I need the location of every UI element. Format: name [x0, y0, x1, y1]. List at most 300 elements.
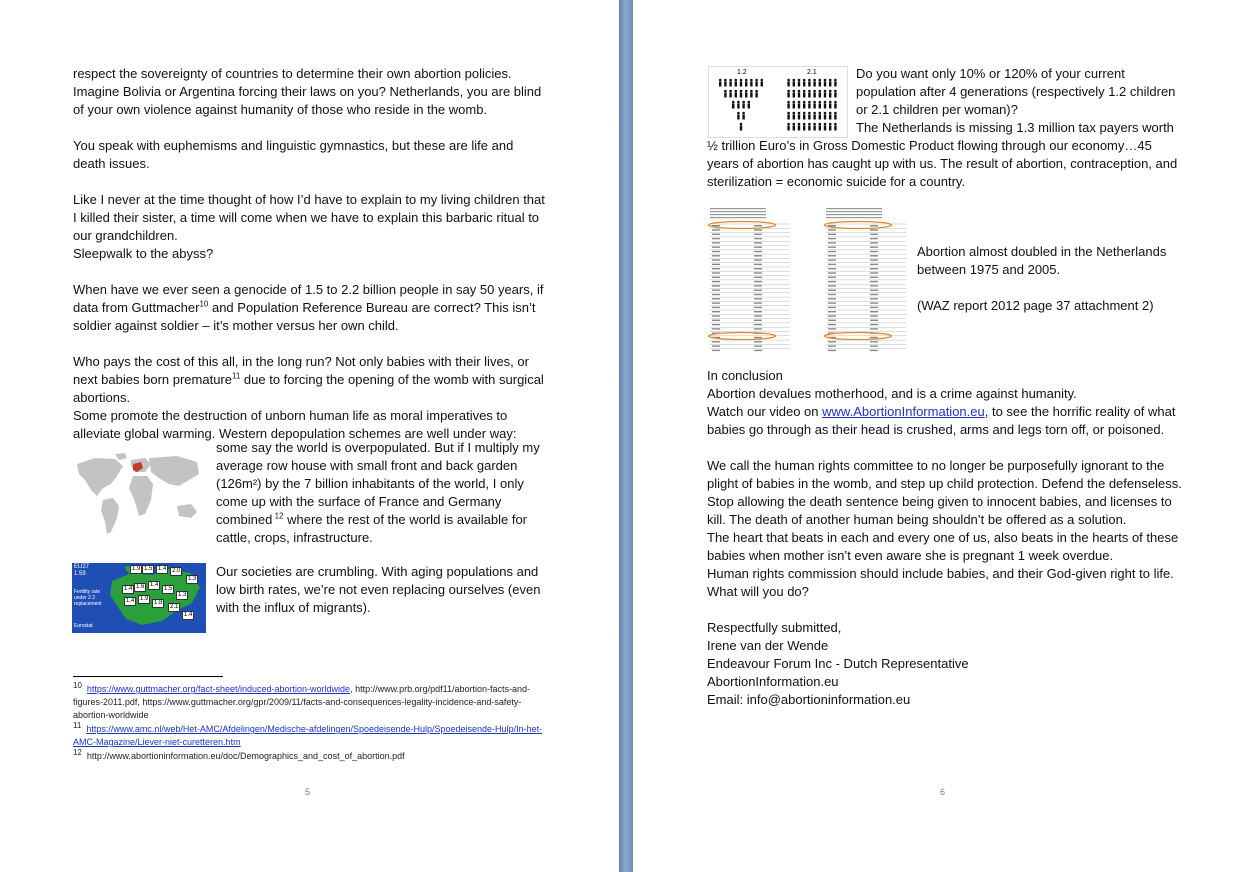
table-cell	[828, 264, 836, 265]
page-number: 5	[305, 787, 311, 797]
person-icon	[740, 93, 742, 98]
table-cell	[870, 307, 878, 308]
person-icon	[719, 82, 721, 87]
person-icon	[737, 104, 739, 109]
table-cell	[712, 285, 720, 286]
person-icon	[787, 79, 790, 82]
person-icon	[742, 101, 745, 104]
table-cell	[828, 350, 836, 351]
paragraph: Our societies are crumbling. With aging populations and low birth rates, we’re not even replacing ourselves (even with the influx of migrants).	[216, 564, 541, 615]
table-cell	[828, 294, 836, 295]
person-icon	[834, 101, 837, 104]
table-cell	[828, 238, 836, 239]
person-icon	[829, 104, 831, 109]
waz-report-table-image	[708, 206, 908, 353]
table-caption-line	[826, 211, 882, 212]
person-icon	[803, 90, 806, 93]
person-icon	[803, 104, 805, 109]
person-icon	[824, 79, 827, 82]
table-cell	[712, 324, 720, 325]
table-cell	[870, 277, 878, 278]
fertility-badge: 1.9	[140, 596, 149, 602]
table-cell	[870, 320, 878, 321]
table-cell	[828, 242, 836, 243]
person-icon	[761, 79, 764, 82]
table-cell	[754, 251, 762, 252]
table-cell	[754, 315, 762, 316]
person-icon	[813, 104, 815, 109]
person-icon	[729, 79, 732, 82]
person-icon	[735, 79, 738, 82]
table-cell	[870, 281, 878, 282]
fertility-badge: 1.3	[178, 592, 187, 598]
table-cell	[870, 264, 878, 265]
person-icon	[824, 101, 827, 104]
table-cell	[712, 281, 720, 282]
world-map-image	[73, 450, 206, 540]
person-icon	[834, 90, 837, 93]
author-name: Irene van der Wende	[707, 638, 829, 653]
table-cell	[754, 341, 762, 342]
table-cell	[712, 264, 720, 265]
table-cell	[754, 294, 762, 295]
person-icon	[808, 101, 811, 104]
paragraph: Watch our video on www.AbortionInformation.eu, to see the horrific reality of what babies go through as their head is crushed, arms and legs torn off, or poisoned.	[707, 404, 1176, 437]
paragraph: Stop allowing the death sentence being given to innocent babies, and licenses to kill. The death of another human being shouldn’t be offered as a solution.	[707, 494, 1172, 527]
table-cell	[870, 337, 878, 338]
person-icon	[745, 93, 747, 98]
table-caption-line	[710, 211, 766, 212]
fertility-badge: 1.9	[132, 566, 141, 572]
person-icon	[798, 104, 800, 109]
table-cell	[870, 225, 878, 226]
paragraph: respect the sovereignty of countries to determine their own abortion policies. Imagine Bolivia or Argentina forcing their laws on you? Netherlands, you are blind of your own violence against humanity of those who reside in the womb.	[73, 66, 542, 117]
table-cell	[828, 290, 836, 291]
table-cell	[754, 229, 762, 230]
table-cell	[870, 315, 878, 316]
fertility-badge: 1.4	[124, 586, 133, 592]
left-text-bottom	[216, 563, 548, 617]
table-cell	[712, 259, 720, 260]
paragraph: What will you do?	[707, 584, 809, 599]
table-cell	[754, 311, 762, 312]
table-cell	[754, 272, 762, 273]
person-icon	[787, 82, 789, 87]
person-icon	[755, 82, 757, 87]
person-icon	[793, 104, 795, 109]
table-cell	[870, 229, 878, 230]
person-icon	[834, 104, 836, 109]
page-5	[0, 0, 619, 872]
person-icon	[819, 101, 822, 104]
table-cell	[754, 324, 762, 325]
table-cell	[712, 242, 720, 243]
person-icon	[803, 82, 805, 87]
person-icon	[813, 82, 815, 87]
paragraph: Human rights commission should include babies, and their God-given right to life.	[707, 566, 1174, 581]
person-icon	[819, 82, 821, 87]
right-text-2	[707, 367, 1183, 709]
left-text-wrap	[216, 439, 546, 547]
table-cell	[828, 285, 836, 286]
person-icon	[719, 79, 722, 82]
person-icon	[808, 82, 810, 87]
person-icon	[787, 101, 790, 104]
person-icon	[793, 93, 795, 98]
table-cell	[828, 324, 836, 325]
author-site: AbortionInformation.eu	[707, 674, 839, 689]
table-cell	[828, 225, 836, 226]
table-cell	[712, 290, 720, 291]
person-icon	[808, 93, 810, 98]
table-cell	[870, 350, 878, 351]
person-icon	[798, 112, 801, 115]
person-icon	[742, 112, 745, 115]
person-icon	[813, 79, 816, 82]
paragraph: (WAZ report 2012 page 37 attachment 2)	[917, 298, 1154, 313]
table-cell	[712, 350, 720, 351]
table-cell	[828, 315, 836, 316]
table-cell	[712, 247, 720, 248]
fertility-badge: 1.5	[164, 586, 173, 592]
table-cell	[828, 341, 836, 342]
table-cell	[712, 225, 720, 226]
person-icon	[724, 82, 726, 87]
person-icon	[819, 90, 822, 93]
table-cell	[754, 247, 762, 248]
person-icon	[829, 82, 831, 87]
person-icon	[798, 101, 801, 104]
person-icon	[724, 79, 727, 82]
table-cell	[828, 298, 836, 299]
person-icon	[803, 101, 806, 104]
person-icon	[824, 82, 826, 87]
fertility-badge: 1.4	[184, 612, 193, 618]
paragraph: When have we ever seen a genocide of 1.5 to 2.2 billion people in say 50 years, if data from Guttmacher$^{10}$ and Population Reference Bureau are correct? This isn’t soldier against soldier – it’s mother versus her own child.	[73, 282, 544, 333]
footnote: $^{10}$ https://www.guttmacher.org/fact-sheet/induced-abortion-worldwide, http://www.prb.org/pdf11/abortion-facts-and-figures-2011.pdf, https://www.guttmacher.org/gpr/2009/11/facts-and-consequences-legality-incidence-and-safety-abortion-worldwide	[73, 681, 530, 720]
table-cell	[754, 225, 762, 226]
table-cell	[754, 259, 762, 260]
right-text-1	[707, 119, 1183, 191]
person-icon	[813, 90, 816, 93]
person-icon	[808, 90, 811, 93]
person-icon	[829, 93, 831, 98]
person-icon	[729, 82, 731, 87]
paragraph: Like I never at the time thought of how I’d have to explain to my living children that I killed their sister, a time will come when we have to explain this barbaric ritual to our grandchildren.	[73, 192, 545, 243]
table-cell	[712, 320, 720, 321]
table-cell	[870, 324, 878, 325]
table-cell	[828, 277, 836, 278]
person-icon	[740, 82, 742, 87]
person-icon	[829, 101, 832, 104]
table-cell	[828, 268, 836, 269]
source-label: Eurostat	[74, 623, 93, 629]
person-icon	[745, 79, 748, 82]
person-icon	[740, 90, 743, 93]
person-icon	[729, 93, 731, 98]
left-text-top	[73, 65, 548, 443]
table-cell	[712, 315, 720, 316]
person-icon	[793, 82, 795, 87]
table-cell	[712, 298, 720, 299]
table-cell	[870, 234, 878, 235]
person-icon	[808, 112, 811, 115]
person-icon	[803, 112, 806, 115]
table-cell	[712, 272, 720, 273]
table-cell	[712, 328, 720, 329]
right-text-wrap1	[856, 65, 1186, 119]
footnote-ref[interactable]: 12	[272, 511, 284, 521]
table-cell	[754, 328, 762, 329]
table-cell	[754, 307, 762, 308]
table-cell	[828, 311, 836, 312]
table-caption-line	[826, 214, 882, 215]
person-icon	[745, 90, 748, 93]
person-icon	[748, 104, 750, 109]
page-number: 6	[940, 787, 946, 797]
footnote: $^{12}$ http://www.abortioninformation.eu/doc/Demographics_and_cost_of_abortion.pdf	[73, 748, 405, 761]
paragraph: The heart that beats in each and every one of us, also beats in the hearts of these babies when mother isn’t even aware she is pregnant 1 week overdue.	[707, 530, 1179, 563]
paragraph: Abortion devalues motherhood, and is a crime against humanity.	[707, 386, 1077, 401]
table-cell	[754, 285, 762, 286]
footnote-separator	[73, 676, 223, 677]
person-icon	[750, 90, 753, 93]
fertility-caption: Fertility rate under 2.2 replacement	[74, 589, 102, 607]
table-cell	[828, 234, 836, 235]
table-cell	[870, 238, 878, 239]
person-icon	[819, 104, 821, 109]
person-icon	[808, 104, 810, 109]
footnote-ref[interactable]: 11	[231, 371, 241, 381]
table-cell	[828, 307, 836, 308]
paragraph: Sleepwalk to the abyss?	[73, 246, 214, 261]
person-icon	[748, 101, 751, 104]
footnote-link[interactable]: https://www.guttmacher.org/fact-sheet/induced-abortion-worldwide	[86, 684, 351, 694]
person-icon	[834, 79, 837, 82]
table-cell	[870, 311, 878, 312]
person-icon	[808, 79, 811, 82]
paragraph: Some promote the destruction of unborn human life as moral imperatives to alleviate global warming. Western depopulation schemes are well under way:	[73, 408, 517, 441]
person-icon	[813, 101, 816, 104]
table-cell	[870, 345, 878, 346]
person-icon	[793, 90, 796, 93]
paragraph: Who pays the cost of this all, in the long run? Not only babies with their lives, or next babies born premature$^{11}$ due to forcing the opening of the womb with surgical abortions.	[73, 354, 544, 405]
table-cell	[828, 302, 836, 303]
person-icon	[737, 101, 740, 104]
person-icon	[724, 93, 726, 98]
page-gap	[619, 0, 633, 872]
fertility-badge: 1.5	[144, 566, 153, 572]
person-icon	[824, 93, 826, 98]
website-link[interactable]: www.AbortionInformation.eu	[822, 404, 985, 419]
fertility-map-image: EU27 1.59 Fertility rate under 2.2 replacement Eurostat 1.9 1.5 1.4 2.0 1.3 1.4 1.6 1.4 1.5 1.3 1.4 1.9 1.8 2.1 1.4	[72, 563, 206, 633]
table-cell	[712, 277, 720, 278]
person-icon	[737, 112, 740, 115]
table-cell	[870, 242, 878, 243]
page-6	[633, 0, 1250, 872]
person-icon	[834, 93, 836, 98]
table-cell	[828, 255, 836, 256]
table-cell	[712, 302, 720, 303]
table-cell	[870, 272, 878, 273]
author-org: Endeavour Forum Inc - Dutch Representative	[707, 656, 969, 671]
person-icon	[798, 93, 800, 98]
person-icon	[742, 104, 744, 109]
person-icon	[829, 79, 832, 82]
table-cell	[870, 294, 878, 295]
person-icon	[819, 93, 821, 98]
table-cell	[712, 251, 720, 252]
person-icon	[798, 79, 801, 82]
fertility-badge: 1.4	[126, 598, 135, 604]
table-cell	[828, 251, 836, 252]
fertility-badge: 2.1	[170, 604, 179, 610]
table-cell	[870, 341, 878, 342]
table-cell	[712, 294, 720, 295]
right-text-wrap2	[917, 243, 1187, 315]
table-cell	[870, 290, 878, 291]
person-icon	[745, 82, 747, 87]
table-cell	[754, 290, 762, 291]
table-cell	[754, 234, 762, 235]
table-cell	[754, 268, 762, 269]
table-cell	[712, 238, 720, 239]
person-icon	[824, 90, 827, 93]
table-cell	[828, 272, 836, 273]
table-caption-line	[710, 214, 766, 215]
person-icon	[735, 93, 737, 98]
person-icon	[813, 93, 815, 98]
table-cell	[870, 328, 878, 329]
footnote-link[interactable]: https://www.amc.nl/web/Het-AMC/Afdelingen/Medische-afdelingen/Spoedeisende-Hulp/Spoedeisende-Hulp/In-het-AMC-Magazine/Liever-niet-curetteren.htm	[73, 724, 543, 747]
person-icon	[729, 90, 732, 93]
fertility-badge: 1.6	[136, 584, 145, 590]
table-cell	[870, 302, 878, 303]
fertility-badge: 1.4	[150, 582, 159, 588]
table-cell	[870, 251, 878, 252]
person-icon	[740, 79, 743, 82]
person-icon	[829, 112, 832, 115]
fertility-badge: 1.8	[154, 600, 163, 606]
person-icon	[755, 79, 758, 82]
person-icon	[755, 90, 758, 93]
table-cell	[712, 341, 720, 342]
paragraph: The Netherlands is missing 1.3 million tax payers worth ½ trillion Euro’s in Gross Domestic Product flowing through our economy…45 years of abortion has caught up with us. The result of abortion, contraception, and sterilization = economic suicide for a country.	[707, 120, 1178, 189]
person-icon	[735, 90, 738, 93]
person-icon	[787, 93, 789, 98]
table-cell	[828, 247, 836, 248]
table-cell	[754, 345, 762, 346]
person-icon	[750, 93, 752, 98]
table-cell	[754, 320, 762, 321]
table-caption-line	[710, 208, 766, 209]
table-cell	[828, 320, 836, 321]
table-cell	[712, 268, 720, 269]
table-caption-line	[826, 208, 882, 209]
paragraph: You speak with euphemisms and linguistic gymnastics, but these are life and death issues.	[73, 138, 514, 171]
population-graphic: 1.2 2.1	[708, 66, 848, 138]
person-icon	[824, 104, 826, 109]
table-cell	[870, 268, 878, 269]
person-icon	[819, 112, 822, 115]
person-icon	[819, 79, 822, 82]
table-cell	[828, 328, 836, 329]
table-cell	[712, 345, 720, 346]
person-icon	[793, 112, 796, 115]
table-cell	[828, 345, 836, 346]
table-cell	[712, 229, 720, 230]
footnote: $^{11}$ https://www.amc.nl/web/Het-AMC/Afdelingen/Medische-afdelingen/Spoedeisende-Hulp/Spoedeisende-Hulp/In-het-AMC-Magazine/Liever-niet-curetteren.htm	[73, 721, 543, 747]
table-cell	[754, 337, 762, 338]
person-icon	[750, 79, 753, 82]
table-cell	[712, 307, 720, 308]
person-icon	[793, 79, 796, 82]
fertility-badge: 1.3	[188, 576, 197, 582]
person-icon	[798, 82, 800, 87]
table-cell	[754, 302, 762, 303]
table-cell	[828, 229, 836, 230]
table-cell	[754, 238, 762, 239]
person-icon	[750, 82, 752, 87]
table-cell	[754, 255, 762, 256]
person-icon	[824, 112, 827, 115]
table-cell	[870, 259, 878, 260]
person-icon	[834, 82, 836, 87]
table-cell	[870, 298, 878, 299]
table-cell	[712, 311, 720, 312]
table-caption-line	[826, 217, 882, 218]
table-cell	[828, 281, 836, 282]
person-icon	[803, 93, 805, 98]
heading: In conclusion	[707, 368, 783, 383]
table-cell	[870, 247, 878, 248]
footnote-ref[interactable]: 10	[199, 299, 209, 309]
fertility-badge: 1.4	[158, 566, 167, 572]
table-cell	[870, 285, 878, 286]
person-icon	[787, 112, 790, 115]
person-icon	[813, 112, 816, 115]
paragraph: Abortion almost doubled in the Netherlands between 1975 and 2005.	[917, 244, 1167, 277]
paragraph: Do you want only 10% or 120% of your current population after 4 generations (respectively 1.2 children or 2.1 children per woman)?	[856, 66, 1176, 117]
paragraph: We call the human rights committee to no longer be purposefully ignorant to the plight of babies in the womb, and step up child protection. Defend the defenseless.	[707, 458, 1182, 491]
person-icon	[793, 101, 796, 104]
table-cell	[754, 277, 762, 278]
person-icon	[755, 93, 757, 98]
person-icon	[732, 101, 735, 104]
person-icon	[798, 90, 801, 93]
person-icon	[732, 104, 734, 109]
person-icon	[834, 112, 837, 115]
person-icon	[735, 82, 737, 87]
table-cell	[754, 350, 762, 351]
table-cell	[754, 264, 762, 265]
table-cell	[828, 259, 836, 260]
person-icon	[724, 90, 727, 93]
person-icon	[761, 82, 763, 87]
table-cell	[712, 234, 720, 235]
table-caption-line	[710, 217, 766, 218]
fertility-badge: 2.0	[172, 568, 181, 574]
table-cell	[754, 298, 762, 299]
table-cell	[712, 255, 720, 256]
table-cell	[870, 255, 878, 256]
signoff: Respectfully submitted,	[707, 620, 842, 635]
author-email: Email: info@abortioninformation.eu	[707, 692, 911, 707]
table-cell	[754, 281, 762, 282]
person-icon	[787, 90, 790, 93]
person-icon	[829, 90, 832, 93]
paragraph: some say the world is overpopulated. But if I multiply my average row house with small front and back garden (126m²) by the 7 billion inhabitants of the world, I only come up with the surface of France and Germany combined $^{12}$ where the rest of the world is available for cattle, crops, infrastructure.	[216, 440, 540, 545]
